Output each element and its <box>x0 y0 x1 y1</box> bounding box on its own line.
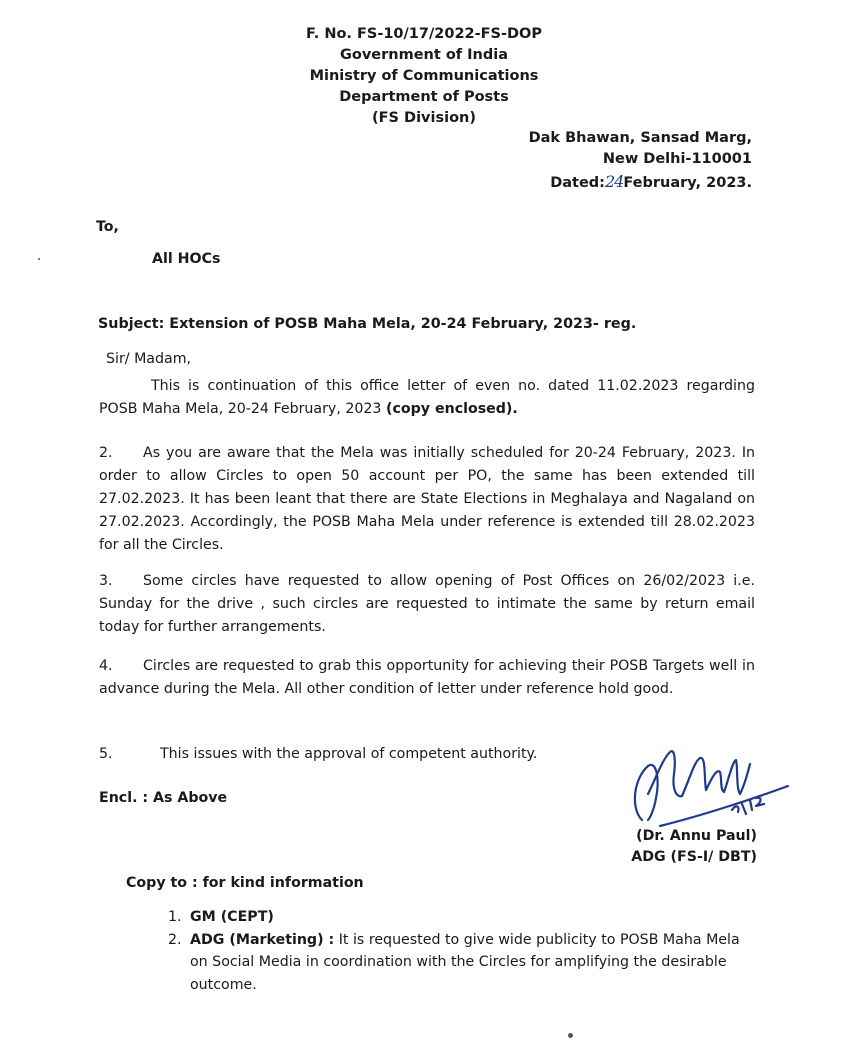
paragraph-2-text: As you are aware that the Mela was initially scheduled for 20-24 February, 2023. In order to allow Circles to open 50 account per PO, the same has been extended till 27.02.2023. It has been leant that there are State Elections in Meghalaya and Nagaland on 27.02.2023. Accordingly, the POSB Maha Mela under reference is extended till 28.02.2023 for all the Circles. <box>99 445 755 553</box>
recipient: All HOCs <box>152 251 221 267</box>
paragraph-1-bold: (copy enclosed). <box>385 401 518 417</box>
copy-to-list <box>168 906 743 996</box>
paragraph-5-text: This issues with the approval of competent authority. <box>160 746 538 762</box>
copy-item-2-text: It is requested to give wide publicity to POSB Maha Mela on Social Media in coordination with the Circles for amplifying the desirable outcome. <box>190 931 740 993</box>
department-heading: Department of Posts <box>339 89 509 105</box>
handwritten-signature <box>620 738 790 838</box>
file-number: F. No. FS-10/17/2022-FS-DOP <box>305 26 543 42</box>
list-item <box>168 906 743 929</box>
date-month-year: February, 2023. <box>623 175 752 191</box>
list-item <box>168 929 743 997</box>
copy-item-1-bold: GM (CEPT) <box>190 909 274 925</box>
salutation: Sir/ Madam, <box>106 351 192 367</box>
paragraph-2-number: 2. <box>99 445 113 461</box>
date-line <box>550 172 752 191</box>
paragraph-4-number: 4. <box>99 658 113 674</box>
address-line-2: New Delhi-110001 <box>602 151 752 167</box>
ministry-heading: Ministry of Communications <box>309 68 539 84</box>
paragraph-1 <box>99 375 755 421</box>
paragraph-4 <box>99 655 755 701</box>
to-label: To, <box>96 219 119 235</box>
signatory-name: (Dr. Annu Paul) <box>636 828 757 844</box>
copy-item-1-number: 1. <box>168 909 182 925</box>
signature-stroke-c <box>682 758 750 796</box>
paragraph-3-number: 3. <box>99 573 113 589</box>
signature-stroke-a <box>635 765 658 820</box>
paragraph-4-text: Circles are requested to grab this opportunity for achieving their POSB Targets well in advance during the Mela. All other condition of letter under reference hold good. <box>99 658 755 697</box>
date-label: Dated: <box>550 175 605 191</box>
paragraph-3 <box>99 570 755 639</box>
signature-stroke-b <box>648 751 682 796</box>
subject-line: Subject: Extension of POSB Maha Mela, 20-24 February, 2023- reg. <box>98 316 637 332</box>
division-heading: (FS Division) <box>372 110 476 126</box>
paragraph-5 <box>99 743 537 766</box>
scan-speck <box>38 258 40 260</box>
signatory-designation: ADG (FS-I/ DBT) <box>631 849 757 865</box>
copy-item-2-bold: ADG (Marketing) : <box>190 931 335 948</box>
date-handwritten-day: 24 <box>604 172 624 191</box>
copy-item-2-number: 2. <box>168 931 182 948</box>
paragraph-1-text: This is continuation of this office letter of even no. dated 11.02.2023 regarding POSB Maha Mela, 20-24 February, 2023 <box>99 378 755 417</box>
address-line-1: Dak Bhawan, Sansad Marg, <box>528 130 752 146</box>
government-heading: Government of India <box>339 47 509 63</box>
paragraph-2 <box>99 442 755 557</box>
paragraph-5-number: 5. <box>99 746 113 762</box>
enclosure: Encl. : As Above <box>99 790 228 806</box>
scan-speck <box>568 1033 573 1038</box>
copy-to-label: Copy to : for kind information <box>126 875 364 891</box>
paragraph-3-text: Some circles have requested to allow opening of Post Offices on 26/02/2023 i.e. Sunday for the drive , such circles are requested to intimate the same by return email today for further arrangements. <box>99 573 755 635</box>
